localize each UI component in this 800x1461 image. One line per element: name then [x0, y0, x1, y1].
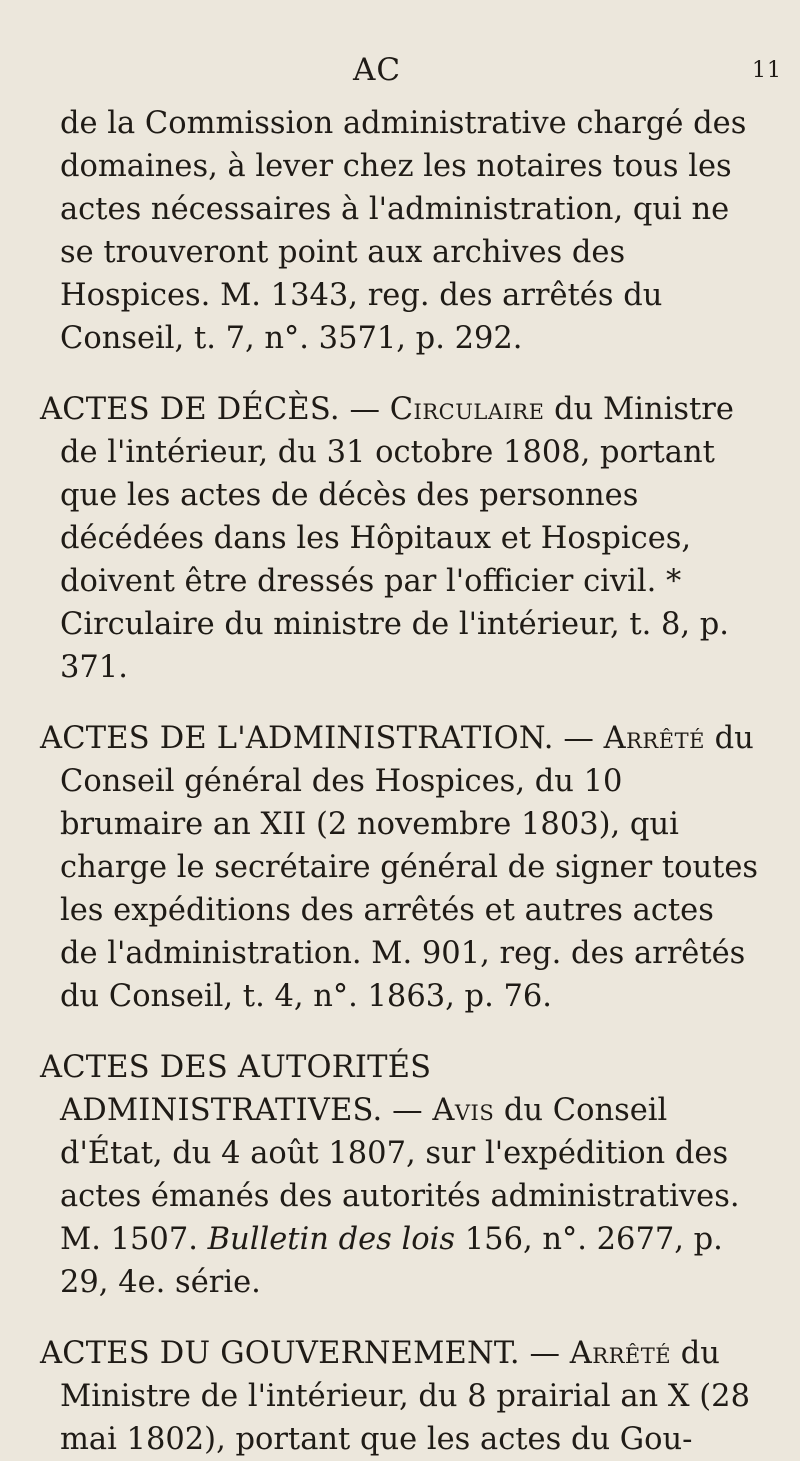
entry-dash: — — [519, 1336, 570, 1371]
entry-dash: — — [339, 392, 390, 427]
entry-lead: Arrêté — [569, 1336, 672, 1371]
entry-text: du Ministre de l'intérieur, du 31 octobre 1808, portant que les actes de décès des personnes décédées dans les Hôpitaux et Hospices, doivent être dressés par l'officier civil. * Circulaire du ministre de l'intérieur, t. 8, p. 371. — [60, 392, 734, 685]
entry-dash: — — [553, 721, 604, 756]
entry-heading: ACTES DES AUTORITÉS ADMINISTRATIVES. — [40, 1050, 432, 1128]
entry-heading: ACTES DU GOUVERNEMENT. — [40, 1336, 520, 1371]
page-number: 11 — [752, 58, 782, 83]
entry-dash: — — [382, 1093, 433, 1128]
entry-lead: Circulaire — [389, 392, 545, 427]
entry-italic-title: Bulletin des lois — [207, 1222, 456, 1257]
entry-actes-du-gouvernement — [40, 1332, 760, 1461]
entry-actes-des-autorites — [40, 1046, 760, 1304]
entry-actes-de-deces — [40, 388, 760, 689]
entry-lead: Arrêté — [603, 721, 705, 756]
entry-continuation — [40, 102, 760, 360]
entry-lead: Avis — [432, 1093, 495, 1128]
entry-heading: ACTES DE DÉCÈS. — [40, 392, 340, 427]
entry-text: du Conseil général des Hospices, du 10 brumaire an XII (2 novembre 1803), qui charge le secrétaire général de signer toutes les expéditions des arrêtés et autres actes de l'administration. M. 901, reg. des arrêtés du Conseil, t. 4, n°. 1863, p. 76. — [60, 721, 759, 1014]
running-headword: AC — [353, 52, 402, 88]
entry-text: de la Commission administrative chargé des domaines, à lever chez les notaires tous les actes nécessaires à l'administration, qui ne se trouveront point aux archives des Hospices. M. 1343, reg. des arrêtés du Conseil, t. 7, n°. 3571, p. 292. — [60, 106, 747, 356]
entry-text: du Conseil d'État, du 4 août 1807, sur l'expédition des actes émanés des autorités administratives. M. 1507. — [60, 1093, 740, 1257]
entry-text: du Ministre de l'intérieur, du 8 prairial an X (28 mai 1802), portant que les actes du Gou- — [60, 1336, 750, 1457]
page-body — [40, 102, 760, 1461]
running-head — [0, 52, 800, 98]
entry-heading: ACTES DE L'ADMINISTRATION. — [40, 721, 554, 756]
entry-text-end: 156, n°. 2677, p. 29, 4e. série. — [60, 1222, 723, 1300]
entry-actes-de-l-administration — [40, 717, 760, 1018]
